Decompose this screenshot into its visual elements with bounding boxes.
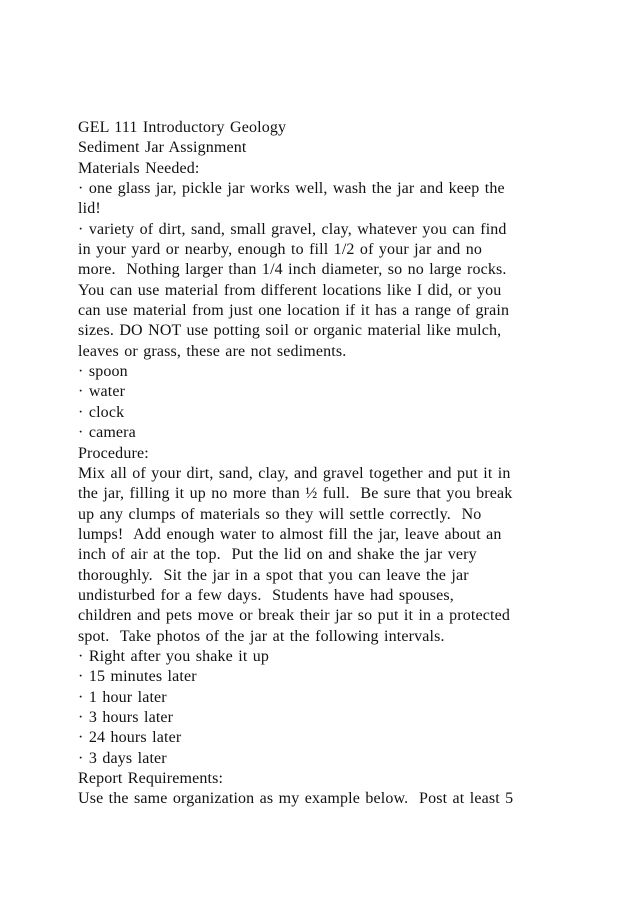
materials-item-sediment: · variety of dirt, sand, small gravel, clay, whatever you can find: [78, 220, 507, 238]
interval-item: · 24 hours later: [78, 729, 182, 747]
interval-item: · Right after you shake it up: [78, 647, 270, 665]
procedure-paragraph-line: the jar, filling it up no more than ½ full. Be sure that you break: [78, 485, 513, 503]
interval-item: · 1 hour later: [78, 688, 167, 706]
materials-heading: Materials Needed:: [78, 159, 200, 177]
procedure-paragraph-line: up any clumps of materials so they will settle correctly. No: [78, 505, 482, 523]
procedure-paragraph-line: undisturbed for a few days. Students have had spouses,: [78, 586, 454, 604]
procedure-paragraph-line: thoroughly. Sit the jar in a spot that you can leave the jar: [78, 566, 469, 584]
report-requirements-line: Use the same organization as my example below. Post at least 5: [78, 790, 514, 808]
materials-item-sediment-cont: sizes. DO NOT use potting soil or organic material like mulch,: [78, 322, 502, 340]
materials-item-sediment-cont: leaves or grass, these are not sediments.: [78, 342, 347, 360]
course-title: GEL 111 Introductory Geology: [78, 119, 287, 136]
procedure-paragraph-line: inch of air at the top. Put the lid on and shake the jar very: [78, 546, 477, 564]
procedure-paragraph-line: spot. Take photos of the jar at the following intervals.: [78, 627, 445, 645]
materials-item-sediment-cont: can use material from just one location if it has a range of grain: [78, 302, 510, 320]
interval-item: · 3 hours later: [78, 708, 174, 726]
procedure-paragraph-line: lumps! Add enough water to almost fill the jar, leave about an: [78, 525, 502, 543]
assignment-title: Sediment Jar Assignment: [78, 139, 247, 157]
materials-item-sediment-cont: more. Nothing larger than 1/4 inch diameter, so no large rocks.: [78, 261, 507, 279]
materials-item-jar: · one glass jar, pickle jar works well, wash the jar and keep the: [78, 180, 505, 198]
materials-item-sediment-cont: You can use material from different locations like I did, or you: [78, 281, 502, 299]
procedure-paragraph-line: children and pets move or break their jar so put it in a protected: [78, 607, 511, 625]
materials-item-spoon: · spoon: [78, 363, 128, 381]
procedure-paragraph-line: Mix all of your dirt, sand, clay, and gravel together and put it in: [78, 464, 511, 482]
interval-item: · 15 minutes later: [78, 668, 197, 686]
materials-item-clock: · clock: [78, 403, 125, 421]
materials-item-jar-cont: lid!: [78, 200, 101, 218]
document-body: [78, 118, 568, 810]
materials-item-camera: · camera: [78, 424, 136, 442]
materials-item-water: · water: [78, 383, 126, 401]
materials-item-sediment-cont: in your yard or nearby, enough to fill 1/2 of your jar and no: [78, 241, 483, 259]
report-requirements-heading: Report Requirements:: [78, 770, 224, 787]
interval-item: · 3 days later: [78, 749, 167, 767]
procedure-heading: Procedure:: [78, 444, 149, 462]
